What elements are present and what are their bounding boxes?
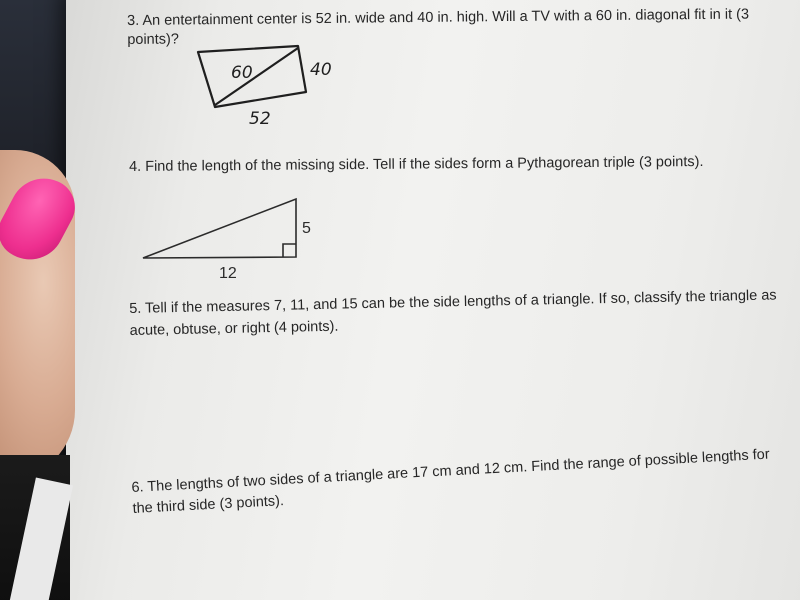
question-4-line-1: 4. Find the length of the missing side. Tell if the sides form a Pythagorean triple (3 points). — [129, 153, 704, 175]
triangle-outline — [143, 199, 296, 258]
question-5-line-2: acute, obtuse, or right (4 points). — [129, 318, 339, 339]
right-angle-marker — [283, 244, 296, 257]
question-5-line-1: 5. Tell if the measures 7, 11, and 15 can be the side lengths of a triangle. If so, classify the triangle as — [129, 287, 777, 317]
question-3-line-2: points)? — [127, 31, 179, 48]
sketch-label-height: 40 — [310, 60, 332, 80]
sketch-label-diagonal: 60 — [231, 63, 253, 83]
question-6-line-2: the third side (3 points). — [132, 493, 285, 517]
question-3-line-1: 3. An entertainment center is 52 in. wide and 40 in. high. Will a TV with a 60 in. diagonal fit in it (3 — [127, 6, 750, 29]
triangle-label-base: 12 — [219, 265, 237, 282]
question-6-line-1: 6. The lengths of two sides of a triangle are 17 cm and 12 cm. Find the range of possible lengths for — [131, 446, 770, 496]
triangle-label-vertical: 5 — [302, 220, 311, 237]
right-triangle — [143, 199, 296, 258]
sketch-label-width: 52 — [249, 109, 271, 129]
